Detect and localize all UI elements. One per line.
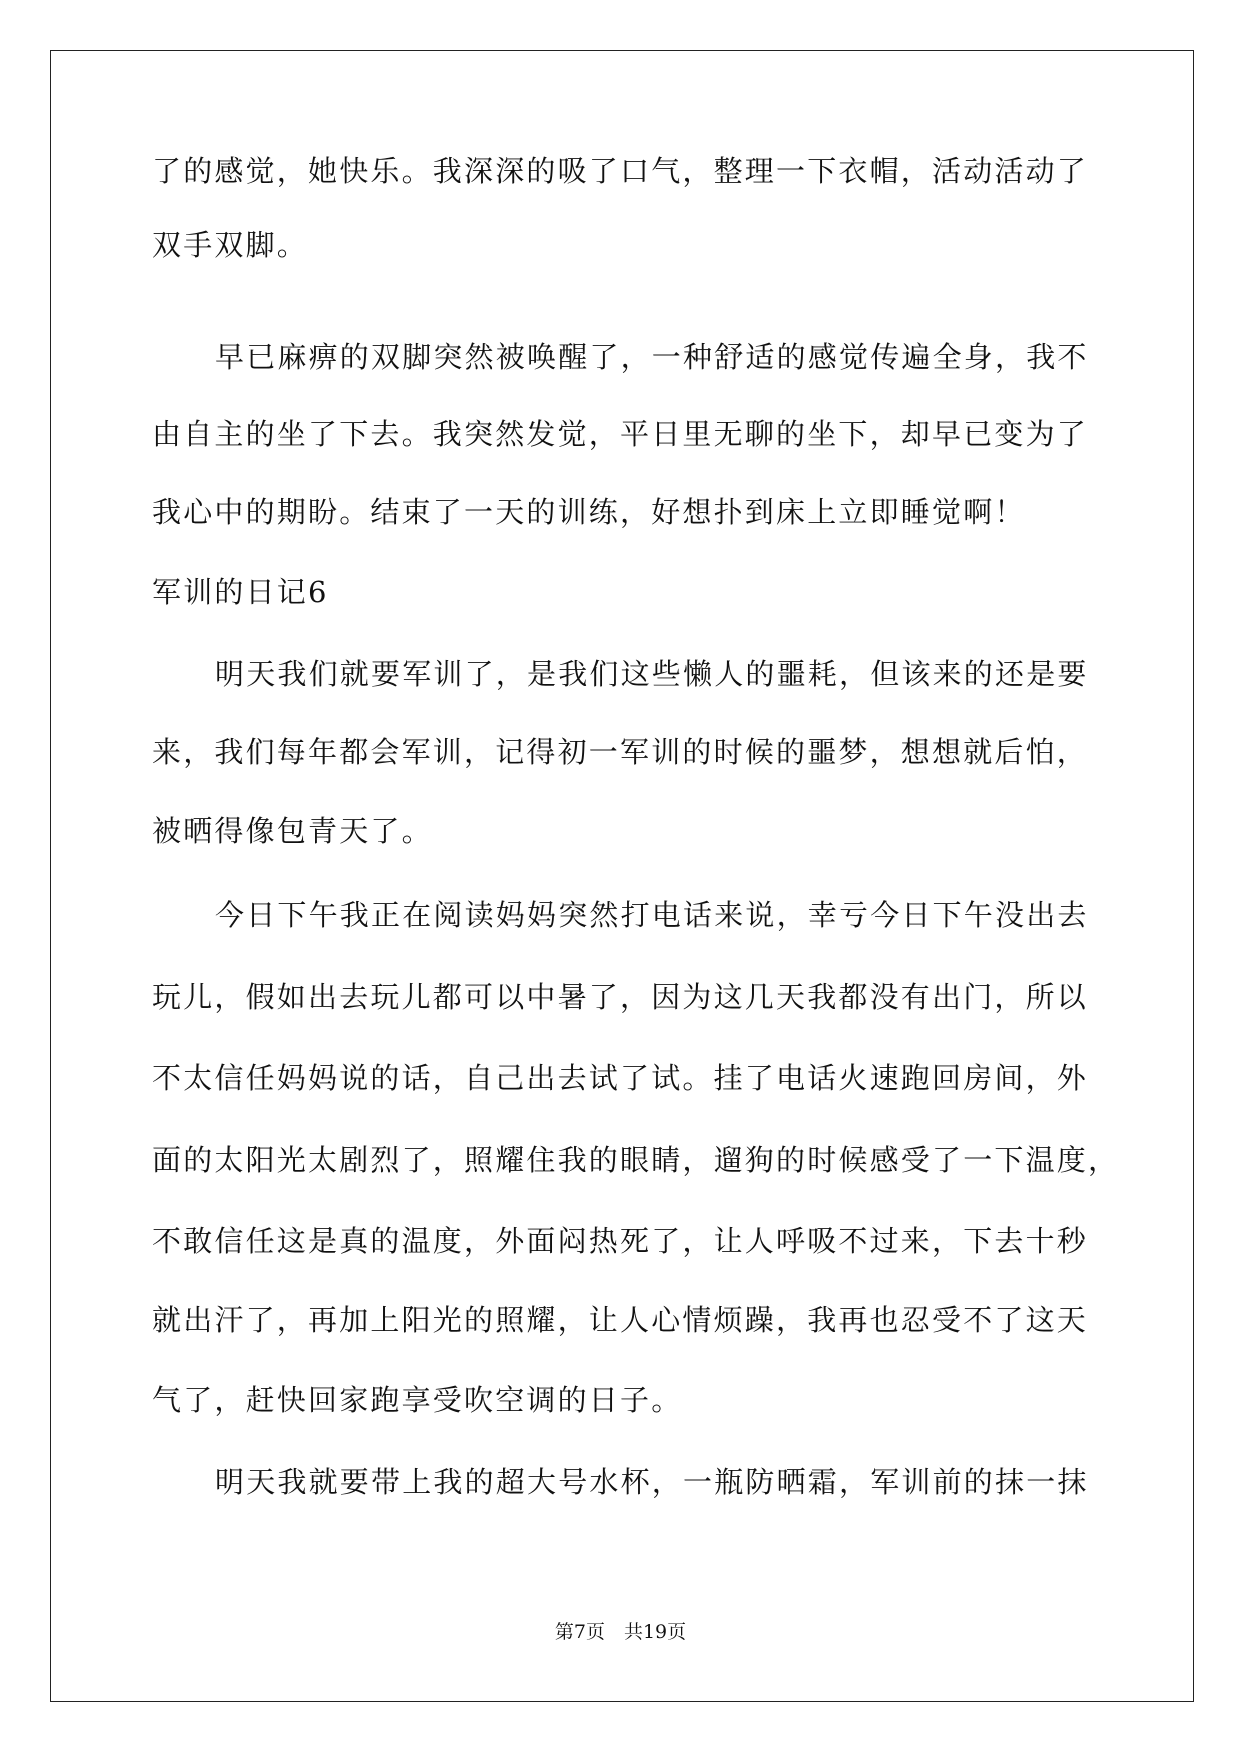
- text-line: 由自主的坐了下去。我突然发觉，平日里无聊的坐下，却早已变为了: [152, 417, 1089, 451]
- text-line: 面的太阳光太剧烈了，照耀住我的眼睛，遛狗的时候感受了一下温度，: [152, 1143, 1120, 1177]
- paragraph-start-line: 明天我们就要军训了，是我们这些懒人的噩耗，但该来的还是要: [215, 657, 1089, 691]
- text-line: 了的感觉，她快乐。我深深的吸了口气，整理一下衣帽，活动活动了: [152, 154, 1089, 188]
- text-line: 就出汗了，再加上阳光的照耀，让人心情烦躁，我再也忍受不了这天: [152, 1303, 1089, 1337]
- text-line: 不敢信任这是真的温度，外面闷热死了，让人呼吸不过来，下去十秒: [152, 1224, 1089, 1258]
- paragraph-start-line: 明天我就要带上我的超大号水杯，一瓶防晒霜，军训前的抹一抹: [215, 1465, 1089, 1499]
- text-line: 双手双脚。: [152, 228, 309, 262]
- text-line: 来，我们每年都会军训，记得初一军训的时候的噩梦，想想就后怕，: [152, 735, 1089, 769]
- page-border: [50, 50, 1194, 1702]
- paragraph-start-line: 早已麻痹的双脚突然被唤醒了，一种舒适的感觉传遍全身，我不: [215, 340, 1089, 374]
- text-line: 不太信任妈妈说的话，自己出去试了试。挂了电话火速跑回房间，外: [152, 1061, 1089, 1095]
- paragraph-start-line: 今日下午我正在阅读妈妈突然打电话来说，幸亏今日下午没出去: [215, 898, 1089, 932]
- text-line: 被晒得像包青天了。: [152, 814, 433, 848]
- text-line: 玩儿，假如出去玩儿都可以中暑了，因为这几天我都没有出门，所以: [152, 980, 1089, 1014]
- text-line: 我心中的期盼。结束了一天的训练，好想扑到床上立即睡觉啊！: [152, 495, 1026, 529]
- section-heading: 军训的日记6: [152, 575, 329, 609]
- text-line: 气了，赶快回家跑享受吹空调的日子。: [152, 1383, 683, 1417]
- page-number-footer: 第7页 共19页: [554, 1621, 687, 1643]
